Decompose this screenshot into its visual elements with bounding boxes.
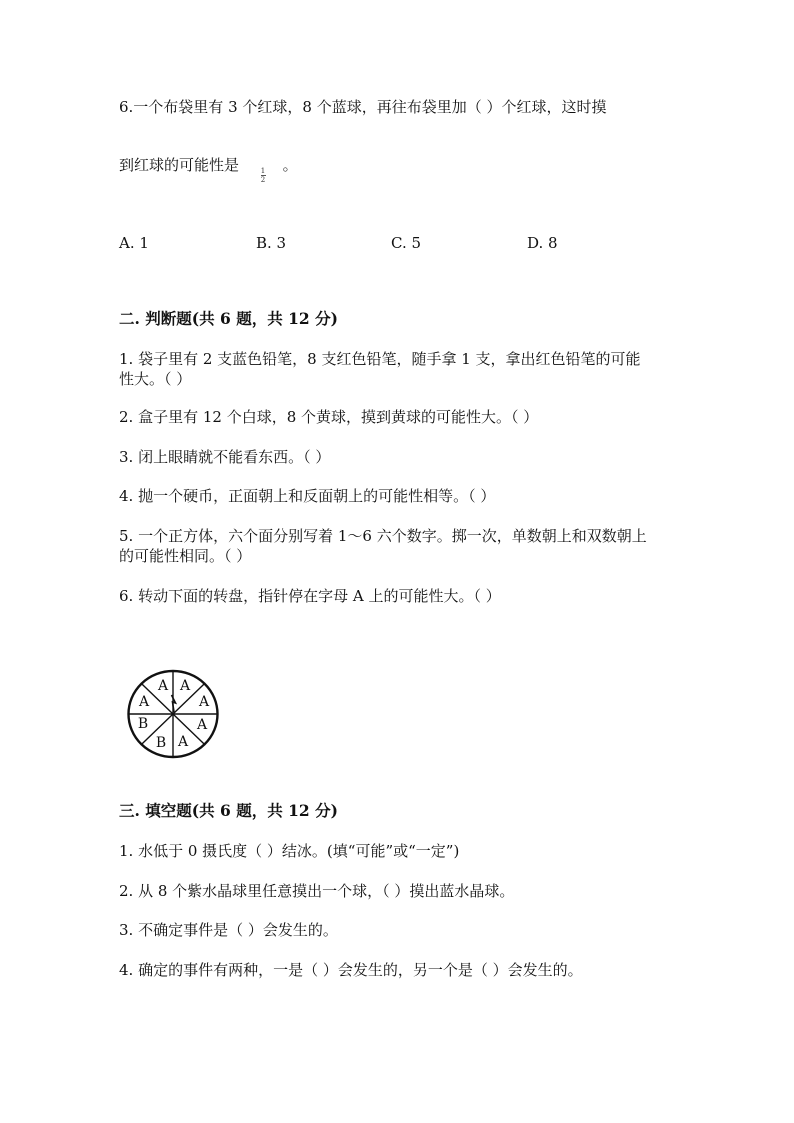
tf-item-3[interactable]: 3. 闭上眼睛就不能看东西。（ ）	[119, 448, 331, 466]
tf-item-4[interactable]: 4. 抛一个硬币，正面朝上和反面朝上的可能性相等。（ ）	[119, 487, 496, 505]
spinner-sector-label: A	[196, 717, 208, 733]
tf-item-1-line-1: 1. 袋子里有 2 支蓝色铅笔，8 支红色铅笔，随手拿 1 支，拿出红色铅笔的可能	[119, 350, 641, 368]
fill-item-3[interactable]: 3. 不确定事件是（ ）会发生的。	[119, 921, 338, 939]
spinner-sector-label: A	[177, 734, 189, 750]
tf-item-2[interactable]: 2. 盒子里有 12 个白球，8 个黄球，摸到黄球的可能性大。（ ）	[119, 408, 539, 426]
fraction-denominator: 2	[260, 176, 266, 184]
spinner-sector-label: B	[155, 735, 167, 751]
spinner-sector-label: A	[157, 678, 169, 694]
q6-option-a[interactable]: A. 1	[119, 234, 149, 252]
q6-line-2-end: 。	[282, 156, 298, 174]
q6-line-2	[119, 155, 298, 175]
section-2-heading: 二. 判断题(共 6 题，共 12 分)	[119, 309, 338, 328]
spinner-sector-label: A	[138, 694, 150, 710]
spinner-sector-label: A	[198, 694, 210, 710]
tf-item-5-line-2[interactable]: 的可能性相同。（ ）	[119, 547, 252, 565]
fill-item-1[interactable]: 1. 水低于 0 摄氏度（ ）结冰。(填“可能”或“一定”)	[119, 842, 460, 860]
section-3-heading: 三. 填空题(共 6 题，共 12 分)	[119, 801, 338, 820]
tf-item-1-line-2[interactable]: 性大。（ ）	[119, 370, 192, 388]
q6-option-c[interactable]: C. 5	[391, 234, 422, 252]
fill-item-2[interactable]: 2. 从 8 个紫水晶球里任意摸出一个球，（ ）摸出蓝水晶球。	[119, 882, 515, 900]
fill-item-4[interactable]: 4. 确定的事件有两种，一是（ ）会发生的，另一个是（ ）会发生的。	[119, 961, 583, 979]
tf-item-5-line-1: 5. 一个正方体，六个面分别写着 1～6 六个数字。掷一次，单数朝上和双数朝上	[119, 527, 647, 545]
spinner-sector-label: A	[179, 678, 191, 694]
q6-option-b[interactable]: B. 3	[256, 234, 287, 252]
fraction-numerator: 1	[260, 167, 266, 175]
tf-item-6[interactable]: 6. 转动下面的转盘，指针停在字母 A 上的可能性大。（ ）	[119, 587, 501, 605]
q6-line-1: 6.一个布袋里有 3 个红球，8 个蓝球，再往布袋里加（ ）个红球，这时摸	[119, 98, 607, 116]
spinner-wheel	[125, 668, 221, 760]
spinner-pointer	[172, 695, 176, 712]
q6-option-d[interactable]: D. 8	[527, 234, 558, 252]
fraction-one-half	[258, 167, 268, 184]
spinner-sector-label: B	[137, 716, 149, 732]
q6-line-2-text: 到红球的可能性是	[119, 156, 240, 174]
